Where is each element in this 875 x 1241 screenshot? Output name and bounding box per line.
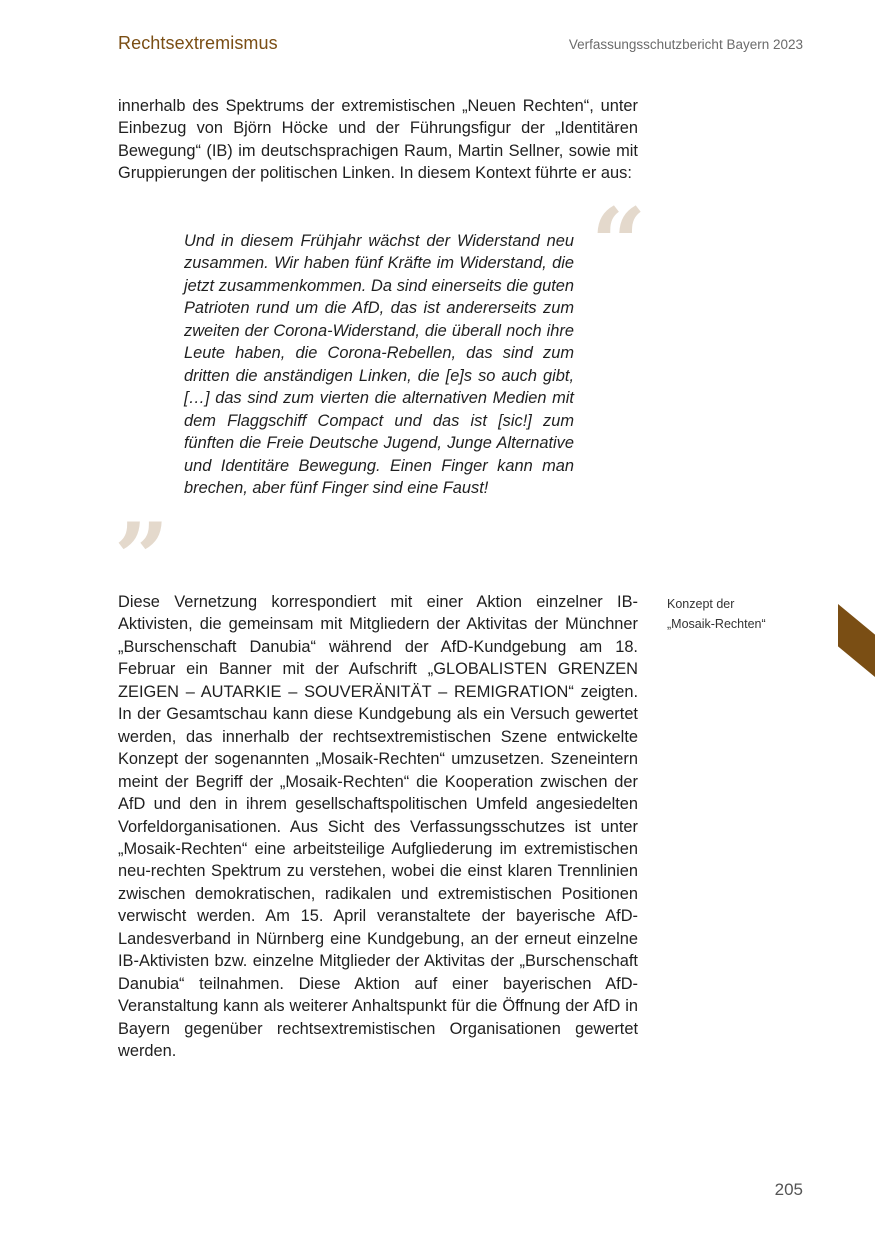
quote-open-mark: “	[591, 187, 647, 300]
chapter-tab-marker	[838, 604, 875, 677]
page-number: 205	[774, 1180, 803, 1199]
margin-note	[667, 594, 817, 634]
report-title: Verfassungsschutzbericht Bayern 2023	[568, 37, 803, 52]
body-paragraph-2: Diese Vernetzung korrespondiert mit einer Aktion einzelner IB-Aktivisten, die gemeinsam mit Mitgliedern der Aktivitas der Münchner „Burschenschaft Danubia“ während der AfD-Kundgebung am 18. Februar ein Banner mit der Aufschrift „GLOBALISTEN GRENZEN ZEIGEN – AUTARKIE – SOUVERÄNITÄT – REMIGRATION“ zeigten. In der Gesamtschau kann diese Kundgebung als ein Versuch gewertet werden, das innerhalb der rechtsextremistischen Szene entwickelte Konzept der sogenannten „Mosaik-Rechten“ umzusetzen. Szeneintern meint der Begriff der „Mosaik-Rechten“ die Kooperation zwischen der AfD und den in ihrem gesellschaftspolitischen Umfeld angesiedelten Vorfeldorganisationen. Aus Sicht des Verfassungsschutzes ist unter „Mosaik-Rechten“ eine arbeitsteilige Aufgliederung im extremistischen neu-rechten Spektrum zu verstehen, wobei die einst klaren Trennlinien zwischen demokratischen, radikalen und extremistischen Positionen verwischt werden. Am 15. April veranstaltete der bayerische AfD-Landesverband in Nürnberg eine Kundgebung, an der erneut einzelne IB-Aktivisten bzw. einzelne Mitglieder der Aktivitas der „Burschenschaft Danubia“ teilnahmen. Diese Aktion auf einer bayerischen AfD-Veranstaltung kann als weiterer Anhaltspunkt für die Öffnung der AfD in Bayern gegenüber rechtsextremistischen Organisationen gewertet werden.	[118, 593, 638, 1061]
body-paragraph-1: innerhalb des Spektrums der extremistischen „Neuen Rechten“, unter Einbezug von Björn Höcke und der Führungsfigur der „Identitären Bewegung“ (IB) im deutschsprachigen Raum, Martin Sellner, sowie mit Gruppierungen der politischen Linken. In diesem Kontext führte er aus:	[118, 97, 638, 183]
margin-note-line-2: „Mosaik-Rechten“	[667, 617, 766, 631]
section-title: Rechtsextremismus	[118, 33, 278, 53]
margin-note-line-1: Konzept der	[667, 597, 735, 611]
blockquote: Und in diesem Frühjahr wächst der Widerstand neu zusammen. Wir haben fünf Kräfte im Widerstand, die jetzt zusammenkommen. Da sind einerseits die guten Patrioten rund um die AfD, das ist andererseits zum zweiten der Corona-Widerstand, die überall noch ihre Leute haben, die Corona-Rebellen, das sind zum dritten die anständigen Linken, die [e]s so auch gibt, […] das sind zum vierten die alternativen Medien mit dem Flaggschiff Compact und das ist [sic!] zum fünften die Freie Deutsche Jugend, Junge Alternative und Identitäre Bewegung. Einen Finger kann man brechen, aber fünf Finger sind eine Faust!	[184, 232, 574, 497]
quote-close-mark: ”	[114, 502, 170, 615]
